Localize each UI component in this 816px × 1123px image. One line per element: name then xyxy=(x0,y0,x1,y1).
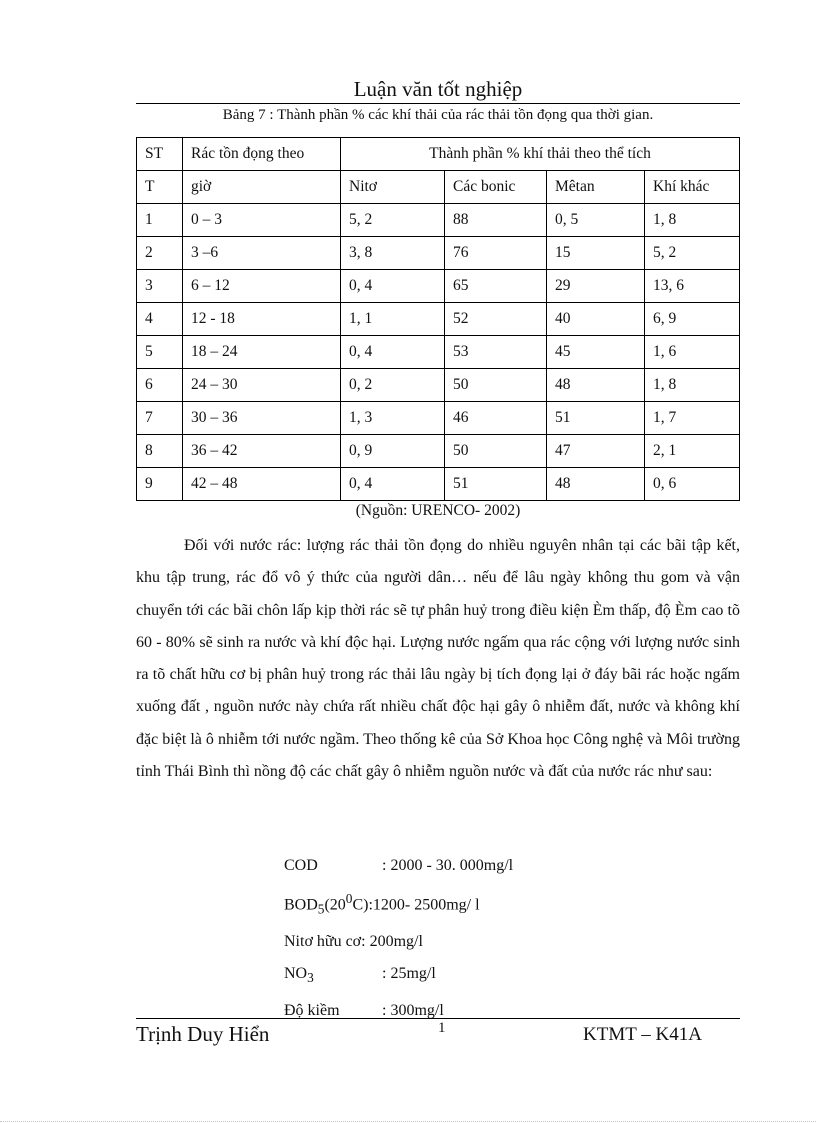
table-row xyxy=(137,204,740,237)
cell-cacbonic: 65 xyxy=(445,270,547,303)
table-header-row xyxy=(137,171,740,204)
cell-nito: 0, 4 xyxy=(341,468,445,501)
cell-khi-khac: 2, 1 xyxy=(645,435,740,468)
cell-stt: 6 xyxy=(137,369,183,402)
header-group: Thành phần % khí thải theo thể tích xyxy=(341,138,740,171)
spec-row-bod xyxy=(284,883,513,926)
cell-stt: 8 xyxy=(137,435,183,468)
cell-khi-khac: 1, 8 xyxy=(645,204,740,237)
cell-khi-khac: 1, 7 xyxy=(645,402,740,435)
table-source: (Nguồn: URENCO- 2002) xyxy=(355,502,521,519)
spec-row-no3 xyxy=(284,958,513,995)
cell-cacbonic: 52 xyxy=(445,303,547,336)
footer-class-code: KTMT – K41A xyxy=(583,1024,702,1045)
spec-value: :1200- 2500mg/ l xyxy=(368,895,480,913)
cell-time: 3 –6 xyxy=(183,237,341,270)
spec-name: Nitơ hữu cơ xyxy=(284,932,362,950)
cell-stt: 7 xyxy=(137,402,183,435)
cell-metan: 40 xyxy=(547,303,645,336)
header-time-bottom: giờ xyxy=(183,171,341,204)
spec-subscript: 5 xyxy=(317,901,325,917)
header-col-khi-khac: Khí khác xyxy=(645,171,740,204)
spec-row-cod xyxy=(284,850,513,883)
cell-time: 6 – 12 xyxy=(183,270,341,303)
cell-khi-khac: 0, 6 xyxy=(645,468,740,501)
spec-value: : 300mg/l xyxy=(382,1001,444,1019)
cell-cacbonic: 51 xyxy=(445,468,547,501)
cell-metan: 51 xyxy=(547,402,645,435)
cell-metan: 48 xyxy=(547,369,645,402)
table-row xyxy=(137,435,740,468)
cell-time: 24 – 30 xyxy=(183,369,341,402)
cell-metan: 0, 5 xyxy=(547,204,645,237)
cell-khi-khac: 5, 2 xyxy=(645,237,740,270)
spec-row-kiem xyxy=(284,995,513,1028)
cell-metan: 45 xyxy=(547,336,645,369)
cell-khi-khac: 6, 9 xyxy=(645,303,740,336)
table-row xyxy=(137,303,740,336)
cell-time: 12 - 18 xyxy=(183,303,341,336)
cell-nito: 5, 2 xyxy=(341,204,445,237)
cell-cacbonic: 76 xyxy=(445,237,547,270)
spec-value: : 2000 - 30. 000mg/l xyxy=(382,857,514,874)
cell-nito: 3, 8 xyxy=(341,237,445,270)
header-stt-bottom: T xyxy=(137,171,183,204)
table-row xyxy=(137,237,740,270)
table-row xyxy=(137,468,740,501)
cell-metan: 47 xyxy=(547,435,645,468)
cell-khi-khac: 1, 8 xyxy=(645,369,740,402)
cell-metan: 29 xyxy=(547,270,645,303)
footer-divider xyxy=(136,1018,740,1019)
cell-time: 30 – 36 xyxy=(183,402,341,435)
body-text xyxy=(136,530,740,788)
header-divider xyxy=(136,103,740,104)
footer-author: Trịnh Duy Hiển xyxy=(136,1022,270,1046)
spec-superscript: 0 xyxy=(345,890,353,906)
cell-time: 0 – 3 xyxy=(183,204,341,237)
header-col-nito: Nitơ xyxy=(341,171,445,204)
header-col-cacbonic: Các bonic xyxy=(445,171,547,204)
cell-nito: 1, 3 xyxy=(341,402,445,435)
spec-name-part: NO xyxy=(284,965,308,983)
header-stt-top: ST xyxy=(137,138,183,171)
gas-composition-table xyxy=(136,137,740,501)
cell-nito: 1, 1 xyxy=(341,303,445,336)
spec-name-part: (20 xyxy=(324,895,346,913)
cell-stt: 1 xyxy=(137,204,183,237)
cell-metan: 15 xyxy=(547,237,645,270)
header-col-metan: Mêtan xyxy=(547,171,645,204)
page-header-title: Luận văn tốt nghiệp xyxy=(353,77,523,101)
cell-stt: 3 xyxy=(137,270,183,303)
spec-name: Độ kiềm xyxy=(284,1001,340,1019)
table-row xyxy=(137,270,740,303)
spec-subscript: 3 xyxy=(307,970,314,986)
cell-nito: 0, 4 xyxy=(341,336,445,369)
pollutant-list xyxy=(284,850,513,1027)
table-row xyxy=(137,336,740,369)
cell-time: 42 – 48 xyxy=(183,468,341,501)
page-bottom-edge xyxy=(0,1121,816,1122)
cell-stt: 9 xyxy=(137,468,183,501)
table-row xyxy=(137,369,740,402)
cell-cacbonic: 88 xyxy=(445,204,547,237)
cell-time: 36 – 42 xyxy=(183,435,341,468)
spec-value: : 25mg/l xyxy=(382,965,436,983)
spec-name-part: C) xyxy=(352,895,369,913)
spec-value: : 200mg/l xyxy=(361,932,423,950)
cell-cacbonic: 53 xyxy=(445,336,547,369)
cell-khi-khac: 13, 6 xyxy=(645,270,740,303)
cell-stt: 5 xyxy=(137,336,183,369)
spec-name-part: BOD xyxy=(284,895,318,913)
cell-metan: 48 xyxy=(547,468,645,501)
cell-cacbonic: 50 xyxy=(445,435,547,468)
cell-khi-khac: 1, 6 xyxy=(645,336,740,369)
cell-cacbonic: 46 xyxy=(445,402,547,435)
table-row xyxy=(137,402,740,435)
spec-row-nito xyxy=(284,926,513,959)
cell-time: 18 – 24 xyxy=(183,336,341,369)
cell-nito: 0, 2 xyxy=(341,369,445,402)
body-paragraph: Đối với nước rác: lượng rác thải tồn đọng do nhiều nguyên nhân tại các bãi tập kết, khu tập trung, rác đổ vô ý thức của người dân… nếu để lâu ngày không thu gom và vận chuyển tới các bãi chôn lấp kịp thời rác sẽ tự phân huỷ trong điều kiện Èm thấp, độ Èm cao tõ 60 - 80% sẽ sinh ra nước và khí độc hại. Lượng nước ngấm qua rác cộng với lượng nước sinh ra tõ chất hữu cơ bị phân huỷ trong rác thải lâu ngày bị tích đọng lại ở đáy bãi rác hoặc ngấm xuống đất , nguồn nước này chứa rất nhiều chất độc hại gây ô nhiễm đất, nước và không khí đặc biệt là ô nhiễm tới nước ngầm. Theo thống kê của Sở Khoa học Công nghệ và Môi trường tỉnh Thái Bình thì nồng độ các chất gây ô nhiễm nguồn nước và đất của nước rác như sau: xyxy=(136,537,740,781)
spec-name: COD xyxy=(284,857,318,874)
cell-nito: 0, 4 xyxy=(341,270,445,303)
cell-cacbonic: 50 xyxy=(445,369,547,402)
table-caption: Bảng 7 : Thành phần % các khí thải của rác thải tồn đọng qua thời gian. xyxy=(222,107,654,123)
cell-stt: 2 xyxy=(137,237,183,270)
cell-stt: 4 xyxy=(137,303,183,336)
footer-page-number: 1 xyxy=(438,1020,446,1036)
spec-name xyxy=(284,883,368,926)
header-time-top: Rác tồn đọng theo xyxy=(183,138,341,171)
cell-nito: 0, 9 xyxy=(341,435,445,468)
table-header-row xyxy=(137,138,740,171)
spec-name xyxy=(284,958,382,995)
